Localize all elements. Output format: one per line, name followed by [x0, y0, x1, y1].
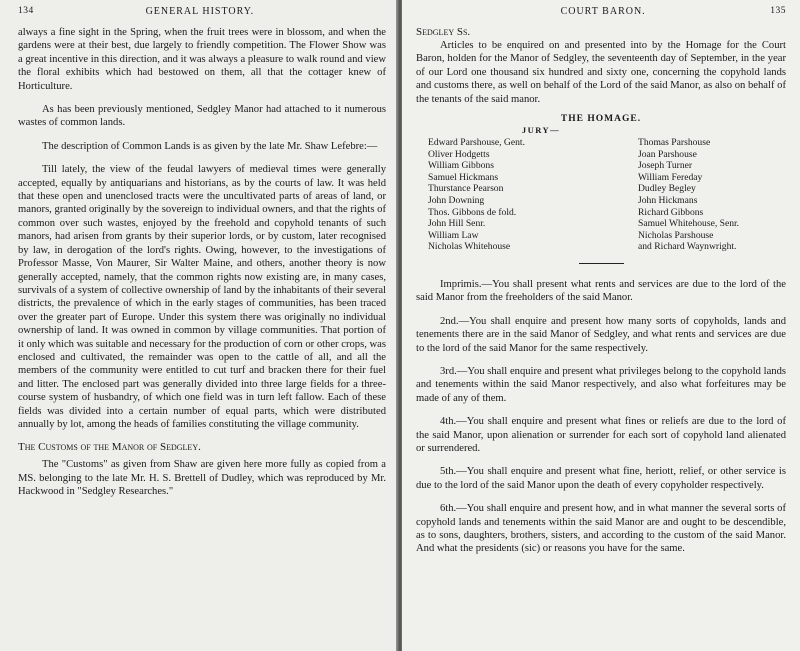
place-heading: Sedgley Ss.	[416, 26, 471, 38]
juror: Thurstance Pearson	[428, 183, 504, 195]
left-para-4: Till lately, the view of the feudal lawyers of medieval times were generally accepted, equally by antiquarians and historians, as by the courts of law. It was held that these open and unenclosed tracts were the uncultivated parts of areas of land, or manors, granted originally by the sovereign to individual owners, and that the rights of common over such wastes, enjoyed by the freehold and copyhold tenants of such manors, had arisen from grants by their superior lords, or by custom, later recognised by law, in derogation of the lord's rights. Owing, however, to the investigations of Professor Masse, Von Maurer, Sir Walter Maine, and others, another theory is now generally accepted, namely, that the common rights now existing are, in many cases, survivals of a system of collective ownership of land by the inhabitants of their several districts, the prevalence of which in the early stages of communities, has been traced over the greater part of Europe. Under this system there was originally no individual ownership of land. It was owned in common by village communities. That portion of it only which was suitable and necessary for the production of corn or other crops, was enclosed and cultivated, the remainder was open to the cattle of all, and all the members of the community were entitled to cut turf and bracken there for their fuel and litter. The enclosed part was generally divided into three large fields for a three-course system of husbandry, of which one field was in turn left fallow. Each of these fields was divided into a certain number of equal parts, which were distributed annually by lot, among the heads of families constituting the village community.	[18, 164, 386, 430]
left-page	[0, 0, 398, 651]
juror: Nicholas Whitehouse	[428, 241, 511, 253]
juror: William Gibbons	[428, 160, 494, 172]
jury-label: JURY—	[521, 125, 561, 136]
right-page	[402, 0, 800, 651]
juror: John Downing	[428, 195, 485, 206]
juror: Samuel Hickmans	[428, 171, 499, 183]
left-running-title: GENERAL HISTORY.	[145, 6, 255, 17]
juror: Joan Parshouse	[638, 148, 697, 160]
left-para-3: The description of Common Lands is as given by the late Mr. Shaw Lefebre:—	[42, 140, 378, 152]
customs-heading: The Customs of the Manor of Sedgley.	[18, 441, 201, 454]
right-page-number: 135	[770, 6, 786, 16]
article-1: Imprimis.—You shall present what rents and services are due to the lord of the said Manor from the freeholders of the said Manor.	[416, 278, 786, 304]
right-running-head	[416, 6, 786, 18]
articles-intro: Articles to be enquired on and presented into by the Homage for the Court Baron, holden for the Manor of Sedgley, the seventeenth day of September, in the year of our Lord one thousand six hundred and sixty one, concerning the copyhold lands and customs there, as well on behalf of the Lord of the said Manor, as also on behalf of the tenants of the said manor.	[416, 40, 786, 105]
article-5: 5th.—You shall enquire and present what fine, heriott, relief, or other service is due to the lord of the said Manor upon the death of every copyholder respectively.	[416, 466, 786, 491]
juror: and Richard Waynwright.	[638, 241, 737, 253]
juror: Samuel Whitehouse, Senr.	[638, 218, 740, 230]
juror: John Hickmans	[638, 195, 698, 206]
left-para-2: As has been previously mentioned, Sedgley Manor had attached to it numerous wastes of common lands.	[18, 104, 386, 129]
juror: John Hill Senr.	[428, 218, 486, 230]
jury-column-1	[416, 137, 628, 253]
homage-title: THE HOMAGE.	[560, 114, 642, 125]
section-divider	[579, 263, 624, 264]
juror: Oliver Hodgetts	[428, 148, 490, 160]
juror: Dudley Begley	[638, 183, 696, 195]
juror: Nicholas Parshouse	[638, 229, 714, 241]
juror: Joseph Turner	[638, 160, 693, 172]
jury-list	[416, 137, 786, 253]
left-page-number: 134	[18, 6, 34, 16]
juror: Thomas Parshouse	[638, 137, 711, 149]
juror: Edward Parshouse, Gent.	[428, 137, 525, 149]
jury-column-2	[628, 137, 786, 253]
juror: Richard Gibbons	[638, 206, 704, 218]
left-running-head	[18, 6, 386, 18]
left-para-1: always a fine sight in the Spring, when the fruit trees were in blossom, and when the gardens were at their best, due largely to friendly competition. The Flower Show was a great incentive in this direction, and it was always a pleasure to walk round and view the floral exhibits which had bestowed on them, all that the cottager knew of Horticulture.	[18, 27, 386, 92]
right-running-title: COURT BARON.	[560, 6, 646, 17]
juror: William Fereday	[638, 171, 703, 183]
article-6: 6th.—You shall enquire and present how, and in what manner the several sorts of copyhold lands and tenements within the said Manor are and ought to be descendible, as to sons, daughters, brothers, sisters, and according to the custom of the said Manor. And what the presidents (sic) or reasons you have for the same.	[416, 503, 786, 555]
juror: Thos. Gibbons de fold.	[428, 206, 517, 218]
left-para-5: The "Customs" as given from Shaw are given here more fully as copied from a MS. belonging to the late Mr. H. S. Brettell of Dudley, which was reproduced by Mr. Hackwood in "Sedgley Researches."	[18, 459, 386, 498]
juror: William Law	[428, 229, 479, 241]
article-4: 4th.—You shall enquire and present what fines or reliefs are due to the lord of the said Manor, upon alienation or surrender for each sort of copyhold land alienated or surrendered.	[416, 416, 786, 455]
article-2: 2nd.—You shall enquire and present how many sorts of copyholds, lands and tenements there are in the said Manor of Sedgley, and what rents and services are due to the lord of the said Manor for the same respectively.	[416, 315, 786, 354]
article-3: 3rd.—You shall enquire and present what privileges belong to the copyhold lands and tenements within the said Manor respectively, and also what forfeitures may be made of any of them.	[416, 366, 786, 404]
